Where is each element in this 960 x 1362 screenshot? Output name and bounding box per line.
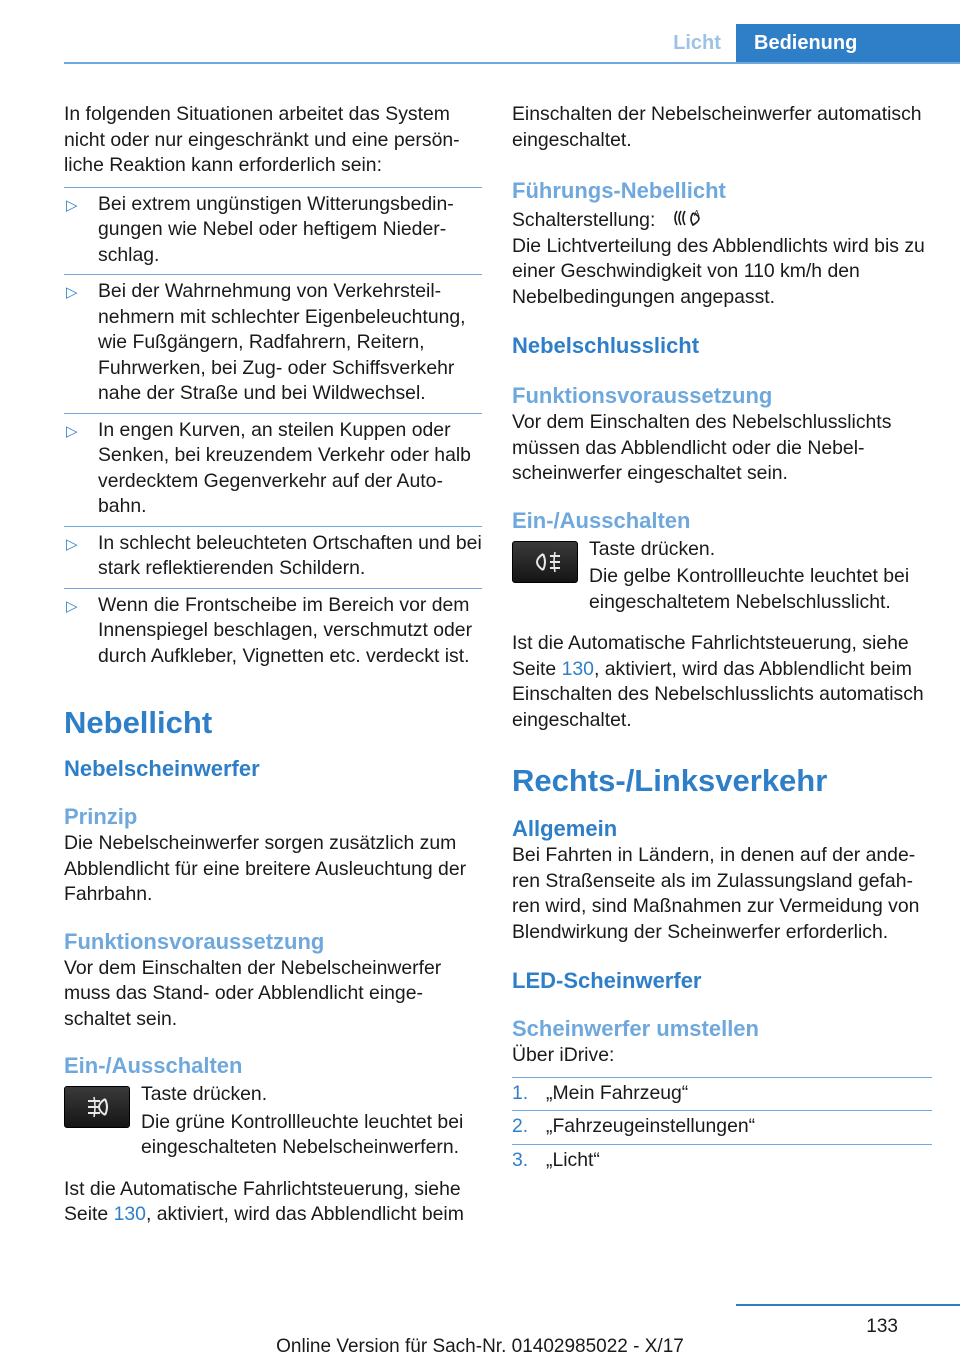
triangle-bullet-icon: ▷ xyxy=(66,196,78,214)
fog-light-button-icon xyxy=(64,1086,130,1128)
fog-auto-symbol-icon xyxy=(667,207,707,229)
list-item: 1. „Mein Fahrzeug“ xyxy=(512,1077,932,1111)
idrive-steps xyxy=(512,1077,932,1178)
fog-light-button-row xyxy=(64,1082,482,1161)
rear-fog-light-button-icon xyxy=(512,541,578,583)
triangle-bullet-icon: ▷ xyxy=(66,597,78,615)
heading-prinzip: Prinzip xyxy=(64,804,138,829)
header-section-label: Licht xyxy=(673,32,721,54)
list-item: ▷ Bei der Wahrnehmung von Verkehrsteilnehmern mit schlechter Eigenbeleuchtung, wie Fußgängern, Radfahrern, Reitern, Fuhrwerken, bei Zug- oder Schiffsverkehr nahe der Straße und bei Wildwechsel. xyxy=(64,274,482,413)
intro-paragraph: In folgenden Situationen arbeitet das System nicht oder nur eingeschränkt und eine persönliche Reaktion kann erforderlich sein: xyxy=(64,103,460,176)
footer-rule xyxy=(736,1304,960,1306)
svg-text:A: A xyxy=(693,209,700,218)
heading-allgemein: Allgemein xyxy=(512,816,618,841)
list-item: ▷ In schlecht beleuchteten Ortschaften und bei stark reflektierenden Schildern. xyxy=(64,526,482,588)
heading-nebellicht: Nebellicht xyxy=(64,705,213,740)
list-item: ▷ Wenn die Frontscheibe im Bereich vor dem Innenspiegel beschlagen, verschmutzt oder durch Aufkleber, Vignetten etc. verdeckt ist. xyxy=(64,588,482,676)
switch-position-line: Schalterstellung: A xyxy=(512,207,932,234)
rear-fog-button-row xyxy=(512,537,932,616)
heading-funktionsvoraussetzung-2: Funktionsvoraussetzung xyxy=(512,383,773,408)
page-link-2[interactable]: 130 xyxy=(561,657,594,680)
list-item: 2. „Fahrzeugeinstellungen“ xyxy=(512,1110,932,1144)
auto-light-paragraph: Ist die Automatische Fahrlichtsteuerung, siehe Seite 130, aktiviert, wird das Abblendlicht beim xyxy=(64,1177,464,1225)
button-indicator-text: Die grüne Kontrollleuchte leuchtet bei eingeschalteten Nebelscheinwerfern. xyxy=(141,1110,464,1158)
page-header xyxy=(0,0,960,66)
page-number: 133 xyxy=(866,1316,898,1337)
heading-fuehrungs-nebellicht: Führungs-Nebellicht xyxy=(512,178,726,203)
situation-list xyxy=(64,187,482,676)
heading-nebelschlusslicht: Nebelschlusslicht xyxy=(512,333,700,358)
prinzip-paragraph: Die Nebelscheinwerfer sorgen zusätzlich zum Abblendlicht für eine breitere Ausleuchtung der Fahrbahn. xyxy=(64,832,467,905)
continued-paragraph: Einschalten der Nebelscheinwerfer automatisch eingeschaltet. xyxy=(512,103,922,151)
heading-ein-ausschalten: Ein-/Ausschalten xyxy=(64,1053,243,1078)
button-instruction-2: Taste drücken. xyxy=(589,537,716,560)
triangle-bullet-icon: ▷ xyxy=(66,284,78,301)
heading-led-scheinwerfer: LED-Scheinwerfer xyxy=(512,968,702,993)
left-column xyxy=(64,102,482,1228)
list-item: ▷ In engen Kurven, an steilen Kuppen oder Senken, bei kreuzendem Verkehr oder halb verdecktem Gegenverkehr auf der Autobahn. xyxy=(64,413,482,526)
funktion-paragraph: Vor dem Einschalten der Nebelscheinwerfer muss das Stand- oder Abblendlicht eingeschaltet sein. xyxy=(64,956,442,1030)
fuehrung-paragraph: Die Lichtverteilung des Abblendlichts wird bis zu einer Geschwindigkeit von 110 km/h den Nebelbedingungen angepasst. xyxy=(512,234,925,308)
triangle-bullet-icon: ▷ xyxy=(66,535,78,553)
heading-ein-ausschalten-2: Ein-/Ausschalten xyxy=(512,507,691,533)
heading-scheinwerfer-umstellen: Scheinwerfer umstellen xyxy=(512,1016,759,1041)
header-rule xyxy=(64,62,960,64)
list-item: ▷ Bei extrem ungünstigen Witterungsbedingungen wie Nebel oder heftigem Niederschlag. xyxy=(64,187,482,275)
list-item: 3. „Licht“ xyxy=(512,1144,932,1178)
triangle-bullet-icon: ▷ xyxy=(66,422,78,440)
online-version-footer: Online Version für Sach-Nr. 01402985022 - X/17 xyxy=(276,1336,684,1357)
button-instruction: Taste drücken. xyxy=(141,1083,268,1105)
auto-light-paragraph-2: Ist die Automatische Fahrlichtsteuerung, siehe Seite 130, aktiviert, wird das Abblendlicht beim Einschalten des Nebelschlusslichts automatisch eingeschaltet. xyxy=(512,632,924,731)
button-indicator-text-2: Die gelbe Kontrollleuchte leuchtet bei eingeschaltetem Nebelschlusslicht. xyxy=(589,565,910,613)
idrive-line: Über iDrive: xyxy=(512,1044,615,1066)
heading-funktionsvoraussetzung: Funktionsvoraussetzung xyxy=(64,928,325,954)
funktion-paragraph-2: Vor dem Einschalten des Nebelschlusslichts müssen das Abblendlicht oder die Nebelscheinwerfer eingeschaltet sein. xyxy=(512,411,892,484)
page-link[interactable]: 130 xyxy=(113,1203,146,1225)
heading-nebelscheinwerfer: Nebelscheinwerfer xyxy=(64,756,260,781)
header-tab-label: Bedienung xyxy=(736,24,960,62)
allgemein-paragraph: Bei Fahrten in Ländern, in denen auf der anderen Straßenseite als im Zulassungsland gefahren wird, sind Maßnahmen zur Vermeidung von Blendwirkung der Scheinwerfer erforderlich. xyxy=(512,844,920,943)
heading-rechts-linksverkehr: Rechts-/Linksverkehr xyxy=(512,763,828,798)
right-column xyxy=(512,102,932,1177)
